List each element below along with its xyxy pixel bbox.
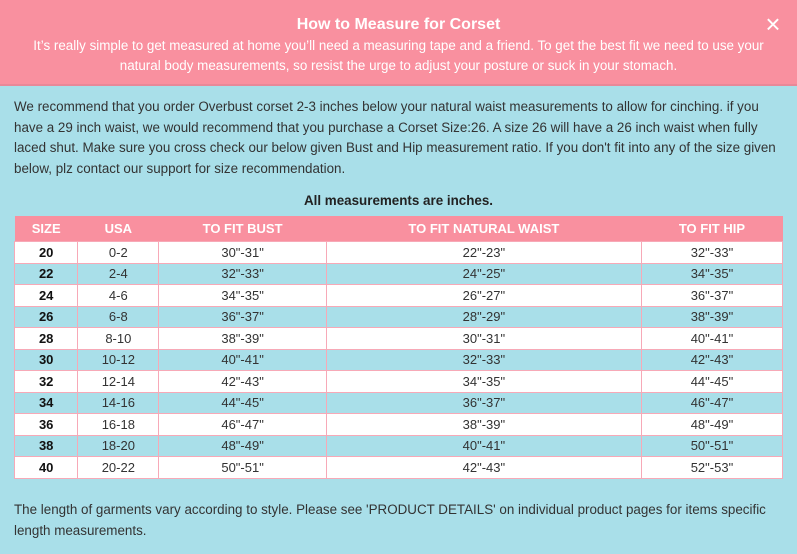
usa-cell: 6-8	[78, 306, 159, 328]
hip-cell: 46"-47"	[641, 392, 782, 414]
table-row	[15, 242, 783, 264]
table-row	[15, 306, 783, 328]
size-cell: 36	[15, 414, 78, 436]
table-row	[15, 392, 783, 414]
hip-cell: 50"-51"	[641, 435, 782, 457]
waist-cell: 22"-23"	[326, 242, 641, 264]
hip-cell: 52"-53"	[641, 457, 782, 479]
size-chart-table	[14, 216, 783, 479]
table-row	[15, 457, 783, 479]
size-cell: 22	[15, 263, 78, 285]
waist-cell: 32"-33"	[326, 349, 641, 371]
table-row	[15, 414, 783, 436]
table-row	[15, 285, 783, 307]
usa-cell: 10-12	[78, 349, 159, 371]
size-cell: 24	[15, 285, 78, 307]
footer-note: The length of garments vary according to style. Please see 'PRODUCT DETAILS' on individual product pages for items specific length measurements.	[14, 502, 766, 538]
size-cell: 32	[15, 371, 78, 393]
usa-cell: 8-10	[78, 328, 159, 350]
size-cell: 20	[15, 242, 78, 264]
header-waist: TO FIT NATURAL WAIST	[326, 216, 641, 242]
usa-cell: 18-20	[78, 435, 159, 457]
bust-cell: 34"-35"	[159, 285, 327, 307]
hip-cell: 42"-43"	[641, 349, 782, 371]
size-cell: 40	[15, 457, 78, 479]
hip-cell: 32"-33"	[641, 242, 782, 264]
table-row	[15, 435, 783, 457]
waist-cell: 30"-31"	[326, 328, 641, 350]
size-cell: 34	[15, 392, 78, 414]
usa-cell: 16-18	[78, 414, 159, 436]
table-row	[15, 328, 783, 350]
bust-cell: 42"-43"	[159, 371, 327, 393]
usa-cell: 14-16	[78, 392, 159, 414]
size-cell: 26	[15, 306, 78, 328]
waist-cell: 38"-39"	[326, 414, 641, 436]
bust-cell: 50"-51"	[159, 457, 327, 479]
size-cell: 28	[15, 328, 78, 350]
modal-subtitle: It’s really simple to get measured at home you’ll need a measuring tape and a friend. To get the best fit we need to use your natural body measurements, so resist the urge to adjust your posture or suck in your stomach.	[33, 38, 764, 73]
hip-cell: 48"-49"	[641, 414, 782, 436]
waist-cell: 26"-27"	[326, 285, 641, 307]
usa-cell: 2-4	[78, 263, 159, 285]
hip-cell: 38"-39"	[641, 306, 782, 328]
close-icon[interactable]: ×	[765, 9, 781, 39]
bust-cell: 40"-41"	[159, 349, 327, 371]
table-row	[15, 349, 783, 371]
bust-cell: 48"-49"	[159, 435, 327, 457]
header-hip: TO FIT HIP	[641, 216, 782, 242]
waist-cell: 42"-43"	[326, 457, 641, 479]
waist-cell: 28"-29"	[326, 306, 641, 328]
waist-cell: 40"-41"	[326, 435, 641, 457]
waist-cell: 24"-25"	[326, 263, 641, 285]
waist-cell: 36"-37"	[326, 392, 641, 414]
bust-cell: 32"-33"	[159, 263, 327, 285]
modal-header	[0, 0, 797, 86]
hip-cell: 44"-45"	[641, 371, 782, 393]
intro-text: We recommend that you order Overbust corset 2-3 inches below your natural waist measurements to allow for cinching. if you have a 29 inch waist, we would recommend that you purchase a Corset Size:26. A size 26 will have a 26 inch waist when fully laced shut. Make sure you cross check our below given Bust and Hip measurement ratio. If you don't fit into any of the size given below, plz contact our support for size recommendation.	[14, 99, 776, 176]
hip-cell: 34"-35"	[641, 263, 782, 285]
bust-cell: 44"-45"	[159, 392, 327, 414]
bust-cell: 46"-47"	[159, 414, 327, 436]
header-bust: TO FIT BUST	[159, 216, 327, 242]
table-row	[15, 263, 783, 285]
header-size: SIZE	[15, 216, 78, 242]
bust-cell: 38"-39"	[159, 328, 327, 350]
usa-cell: 12-14	[78, 371, 159, 393]
usa-cell: 0-2	[78, 242, 159, 264]
hip-cell: 40"-41"	[641, 328, 782, 350]
bust-cell: 30"-31"	[159, 242, 327, 264]
measurement-note: All measurements are inches.	[303, 193, 494, 208]
usa-cell: 20-22	[78, 457, 159, 479]
table-row	[15, 371, 783, 393]
hip-cell: 36"-37"	[641, 285, 782, 307]
waist-cell: 34"-35"	[326, 371, 641, 393]
size-cell: 30	[15, 349, 78, 371]
modal-title: How to Measure for Corset	[296, 16, 501, 33]
header-usa: USA	[78, 216, 159, 242]
table-header-row	[15, 216, 783, 242]
size-chart-body	[15, 242, 783, 479]
usa-cell: 4-6	[78, 285, 159, 307]
bust-cell: 36"-37"	[159, 306, 327, 328]
size-cell: 38	[15, 435, 78, 457]
